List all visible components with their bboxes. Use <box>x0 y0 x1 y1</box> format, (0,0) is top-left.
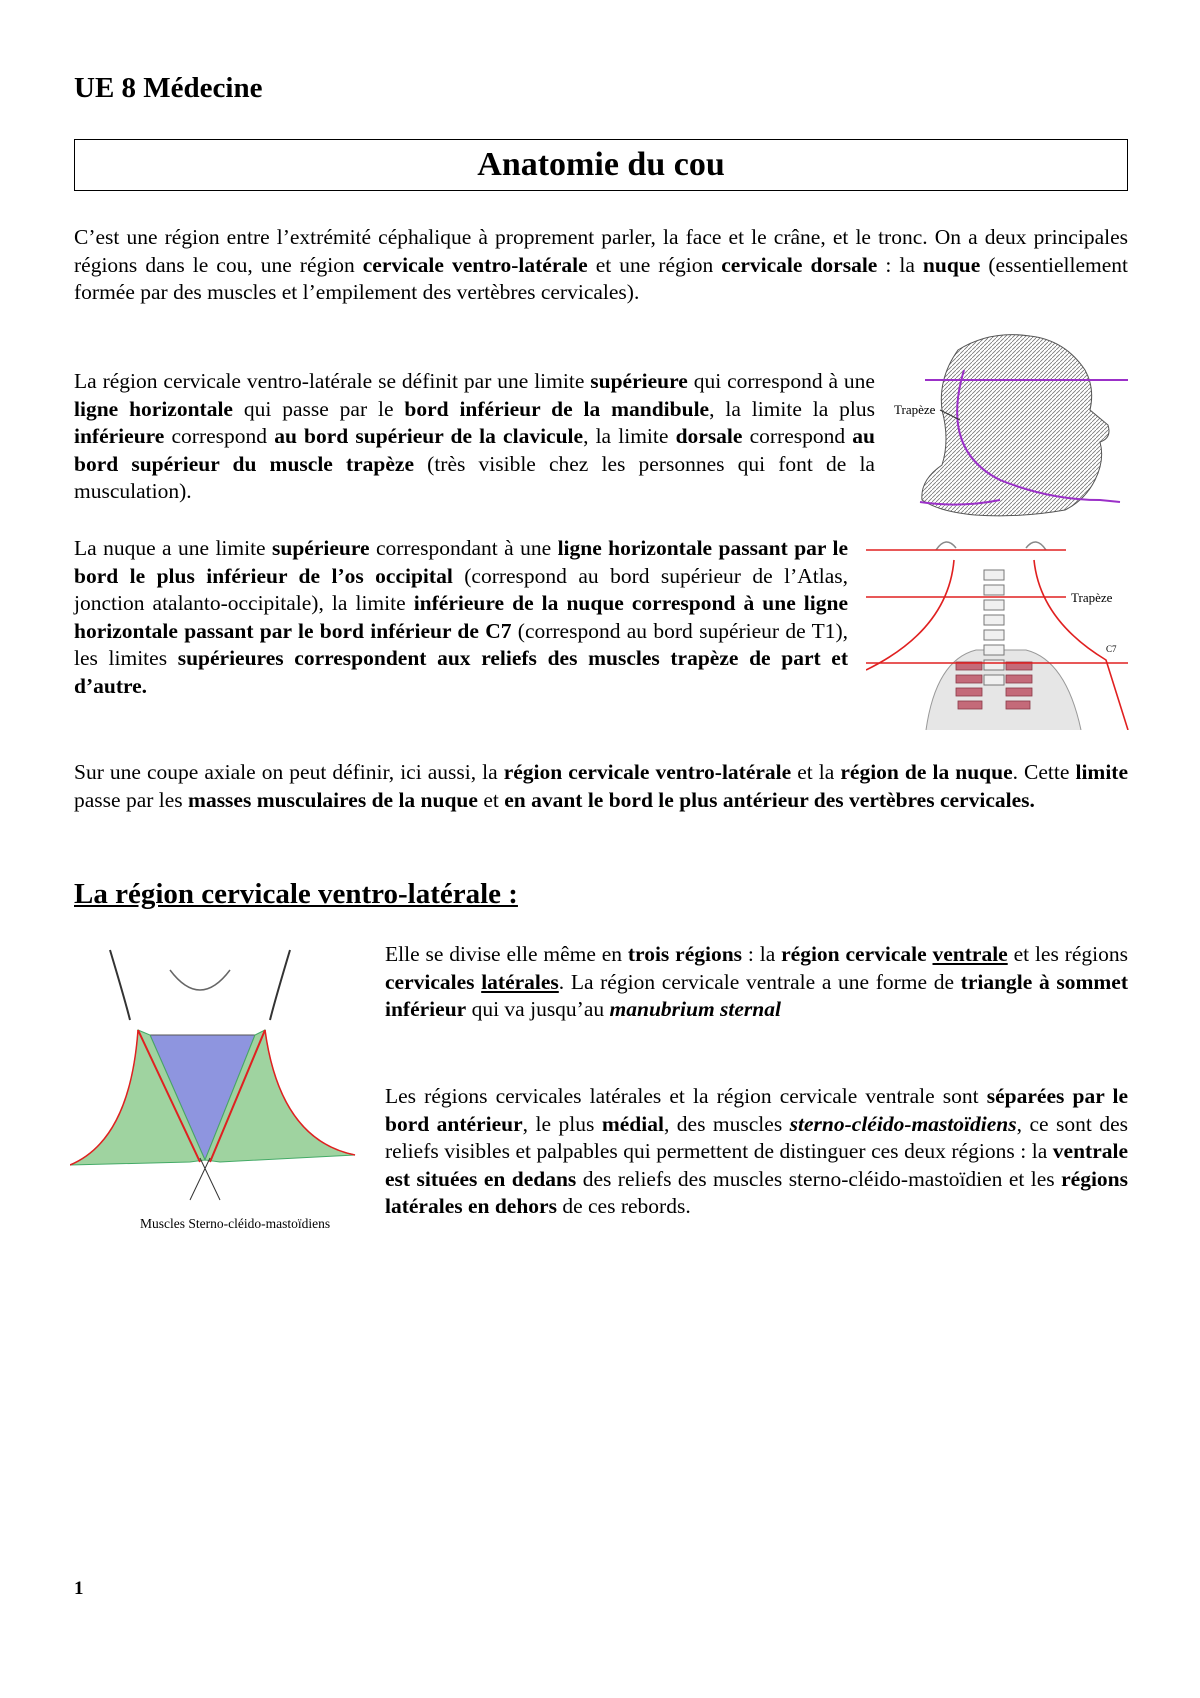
divise-paragraph: Elle se divise elle même en trois régions : la région cervicale ventrale et les régions cervicales latérales. La région cervicale ventrale a une forme de triangle à sommet inférieur qui va jusqu’au manubrium sternal <box>385 942 1128 1021</box>
section-heading: La région cervicale ventro-latérale : <box>74 878 518 910</box>
neck-lateral-figure <box>880 330 1138 520</box>
scm-caption: Muscles Sterno-cléido-mastoïdiens <box>140 1216 331 1231</box>
document-header: UE 8 Médecine <box>74 72 263 104</box>
page-title: Anatomie du cou <box>74 139 1128 191</box>
neck-posterior-figure <box>866 530 1136 730</box>
intro-paragraph: C’est une région entre l’extrémité céphalique à proprement parler, la face et le crâne, et le tronc. On a deux principales régions dans le cou, une région cervicale ventro-latérale et une région cervicale dorsale : la nuque (essentiellement formée par des muscles et l’empilement des vertèbres cervicales). <box>74 225 1129 304</box>
c7-label: C7 <box>1106 644 1117 654</box>
nuque-paragraph: La nuque a une limite supérieure correspondant à une ligne horizontale passant par le bord le plus inférieur de l’os occipital (correspond au bord supérieur de l’Atlas, jonction atalanto-occipitale), la limite inférieure de la nuque correspond à une ligne horizontale passant par le bord inférieur de C7 (correspond au bord supérieur de T1), les limites supérieures correspondent aux reliefs des muscles trapèze de part et d’autre. <box>74 536 848 698</box>
sternocleidomastoid-figure <box>70 940 370 1240</box>
trapeze-label-2: Trapèze <box>1071 590 1113 605</box>
axial-paragraph: Sur une coupe axiale on peut définir, ici aussi, la région cervicale ventro-latérale et la région de la nuque. Cette limite passe par les masses musculaires de la nuque et en avant le bord le plus antérieur des vertèbres cervicales. <box>74 760 1129 812</box>
separees-paragraph: Les régions cervicales latérales et la région cervicale ventrale sont séparées par le bord antérieur, le plus médial, des muscles sterno-cléido-mastoïdiens, ce sont des reliefs visibles et palpables qui permettent de distinguer ces deux régions : la ventrale est situées en dedans des reliefs des muscles sterno-cléido-mastoïdien et les régions latérales en dehors de ces rebords. <box>385 1084 1128 1218</box>
page-number: 1 <box>74 1578 84 1599</box>
ventro-lateral-paragraph: La région cervicale ventro-latérale se définit par une limite supérieure qui correspond à une ligne horizontale qui passe par le bord inférieur de la mandibule, la limite la plus inférieure correspond au bord supérieur de la clavicule, la limite dorsale correspond au bord supérieur du muscle trapèze (très visible chez les personnes qui font de la musculation). <box>74 369 875 503</box>
trapeze-label: Trapèze <box>894 402 936 417</box>
